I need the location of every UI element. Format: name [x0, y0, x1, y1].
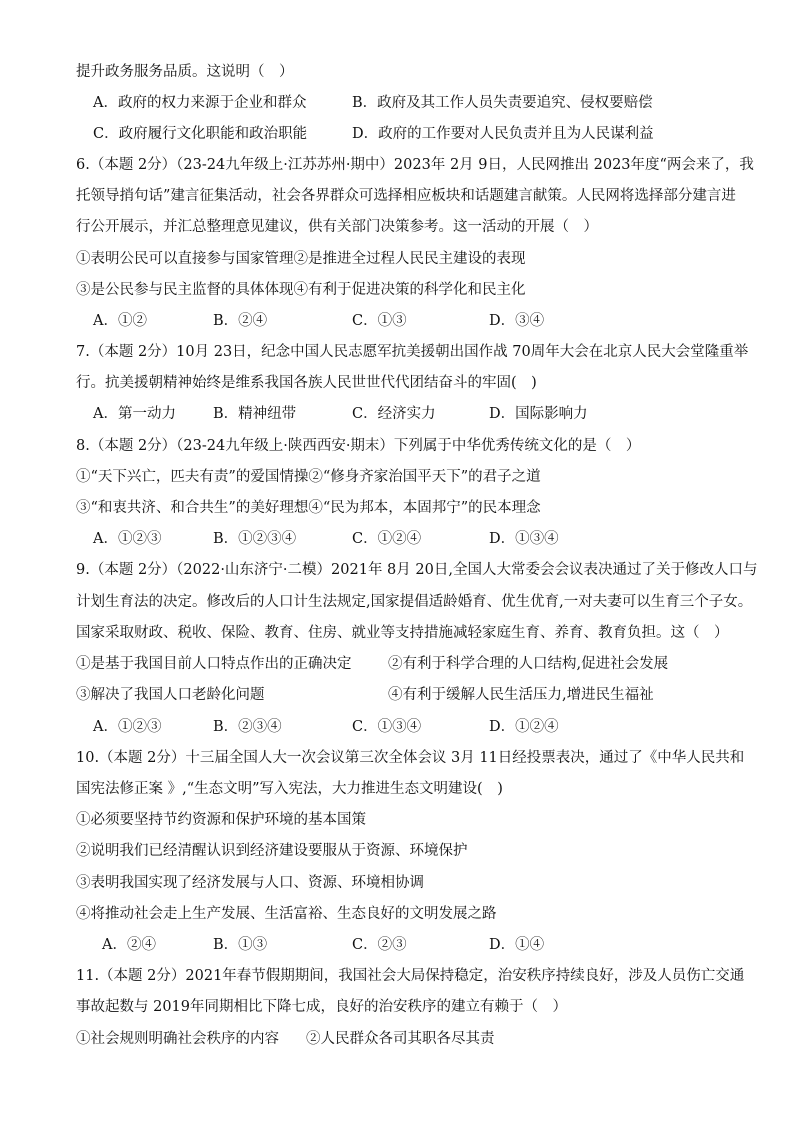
q5-stem-end: 提升政务服务品质。这说明（ ） [76, 64, 294, 80]
q10-statement-3: ③表明我国实现了经济发展与人口、资源、环境相协调 [76, 875, 424, 891]
q10-stem-line-2: 国宪法修正案 》,“生态文明”写入宪法，大力推进生态文明建设( ) [76, 781, 503, 797]
q8-option-d[interactable]: D．①③④ [489, 531, 559, 547]
q11-stem-line-1: 11.（本题 2分）2021年春节假期期间，我国社会大局保持稳定，治安秩序持续良好，涉及人员伤亡交通 [76, 968, 745, 984]
q9-statements-row-1 [0, 654, 794, 674]
q6-option-d[interactable]: D．③④ [489, 313, 545, 329]
q5-options-row-1 [0, 93, 794, 113]
q6-option-a[interactable]: A．①② [93, 313, 147, 329]
q10-option-b[interactable]: B．①③ [213, 937, 268, 953]
q7-options [0, 404, 794, 424]
q5-option-a[interactable]: A．政府的权力来源于企业和群众 [93, 95, 307, 111]
q9-statement-3: ③解决了我国人口老龄化问题 [76, 687, 265, 703]
q11-statement-1: ①社会规则明确社会秩序的内容 [76, 1031, 279, 1047]
q10-option-c[interactable]: C．②③ [352, 937, 407, 953]
q6-stem-line-1: 6.（本题 2分）（23-24九年级上·江苏苏州·期中）2023年 2月 9日，人民网推出 2023年度“两会来了，我 [76, 157, 754, 173]
q9-options [0, 717, 794, 737]
q6-option-b[interactable]: B．②④ [213, 313, 268, 329]
q8-statements-line-2: ③“和衷共济、和合共生”的美好理想④“民为邦本，本固邦宁”的民本理念 [76, 500, 541, 516]
q9-option-a[interactable]: A．①②③ [93, 719, 162, 735]
q6-options [0, 311, 794, 331]
q9-option-d[interactable]: D．①②④ [489, 719, 559, 735]
q7-option-a[interactable]: A．第一动力 [93, 406, 176, 422]
q9-stem-line-2: 计划生育法的决定。修改后的人口计生法规定,国家提倡适龄婚育、优生优育,一对夫妻可以生育三个子女。 [76, 594, 753, 610]
q9-option-c[interactable]: C．①③④ [352, 719, 422, 735]
q5-options-row-2 [0, 124, 794, 144]
q10-statement-4: ④将推动社会走上生产发展、生活富裕、生态良好的文明发展之路 [76, 906, 497, 922]
q8-options [0, 529, 794, 549]
q6-stem-line-2: 托领导捎句话”建言征集活动，社会各界群众可选择相应板块和话题建言献策。人民网将选择部分建言进 [76, 188, 736, 204]
q10-option-a[interactable]: A．②④ [102, 937, 156, 953]
q9-stem-line-1: 9.（本题 2分）（2022·山东济宁·二模）2021年 8月 20日,全国人大常委会会议表决通过了关于修改人口与 [76, 562, 758, 578]
q7-stem-line-1: 7.（本题 2分）10月 23日，纪念中国人民志愿军抗美援朝出国作战 70周年大会在北京人民大会堂隆重举 [76, 344, 749, 360]
q11-statement-2: ②人民群众各司其职各尽其责 [306, 1031, 495, 1047]
q10-options [0, 935, 794, 955]
q7-option-c[interactable]: C．经济实力 [352, 406, 436, 422]
q5-option-b[interactable]: B．政府及其工作人员失责要追究、侵权要赔偿 [352, 95, 653, 111]
q8-option-c[interactable]: C．①②④ [352, 531, 422, 547]
q7-option-d[interactable]: D．国际影响力 [489, 406, 588, 422]
q7-stem-line-2: 行。抗美援朝精神始终是维系我国各族人民世世代代团结奋斗的牢固( ) [76, 375, 537, 391]
q9-statement-4: ④有利于缓解人民生活压力,增进民生福祉 [388, 687, 654, 703]
q11-stem-line-2: 事故起数与 2019年同期相比下降七成，良好的治安秩序的建立有赖于（ ） [76, 999, 568, 1015]
q9-statements-row-2 [0, 685, 794, 705]
q9-statement-1: ①是基于我国目前人口特点作出的正确决定 [76, 656, 352, 672]
q6-statements-line-2: ③是公民参与民主监督的具体体现④有利于促进决策的科学化和民主化 [76, 282, 526, 298]
q10-stem-line-1: 10.（本题 2分）十三届全国人大一次会议第三次全体会议 3月 11日经投票表决，通过了《中华人民共和 [76, 750, 745, 766]
q6-option-c[interactable]: C．①③ [352, 313, 407, 329]
q9-option-b[interactable]: B．②③④ [213, 719, 282, 735]
q10-statement-1: ①必须要坚持节约资源和保护环境的基本国策 [76, 812, 366, 828]
q10-statement-2: ②说明我们已经清醒认识到经济建设要服从于资源、环境保护 [76, 843, 468, 859]
q8-option-b[interactable]: B．①②③④ [213, 531, 297, 547]
q9-stem-line-3: 国家采取财政、税收、保险、教育、住房、就业等支持措施减轻家庭生育、养育、教育负担。这（ ） [76, 625, 729, 641]
q5-option-c[interactable]: C．政府履行文化职能和政治职能 [93, 126, 308, 142]
q6-stem-line-3: 行公开展示，并汇总整理意见建议，供有关部门决策参考。这一活动的开展（ ） [76, 219, 598, 235]
q9-statement-2: ②有利于科学合理的人口结构,促进社会发展 [388, 656, 669, 672]
q8-option-a[interactable]: A．①②③ [93, 531, 162, 547]
q8-statements-line-1: ①“天下兴亡，匹夫有责”的爱国情操②“修身齐家治国平天下”的君子之道 [76, 469, 541, 485]
q7-option-b[interactable]: B．精神纽带 [213, 406, 297, 422]
q8-stem-line-1: 8.（本题 2分）（23-24九年级上·陕西西安·期末）下列属于中华优秀传统文化的是（ ） [76, 438, 641, 454]
q5-option-d[interactable]: D．政府的工作要对人民负责并且为人民谋利益 [352, 126, 654, 142]
q10-option-d[interactable]: D．①④ [489, 937, 545, 953]
q6-statements-line-1: ①表明公民可以直接参与国家管理②是推进全过程人民民主建设的表现 [76, 251, 526, 267]
q11-statements-row-1 [0, 1029, 794, 1049]
